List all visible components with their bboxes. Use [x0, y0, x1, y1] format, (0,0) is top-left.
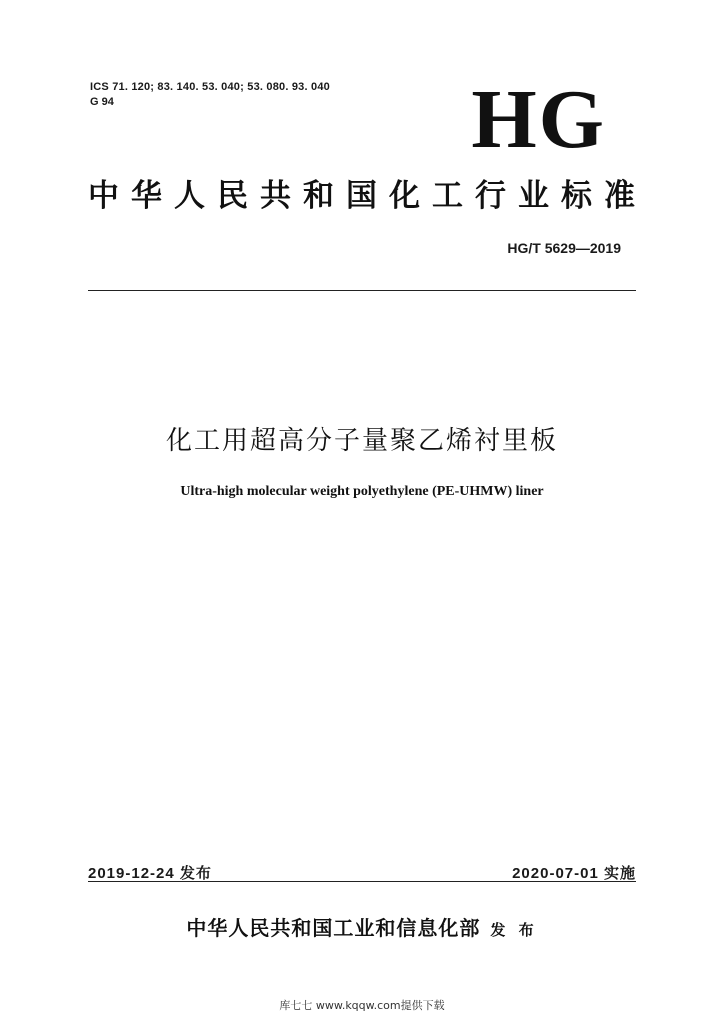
classification-code: G 94: [90, 96, 114, 108]
document-title-chinese: 化工用超高分子量聚乙烯衬里板: [165, 426, 558, 456]
publisher-line: [0, 912, 724, 941]
document-title-english: Ultra-high molecular weight polyethylene (PE-UHMW) liner: [180, 484, 544, 499]
ics-code: ICS 71. 120; 83. 140. 53. 040; 53. 080. 93. 040: [90, 81, 330, 93]
implementation-date: 2020-07-01 实施: [512, 865, 636, 882]
publisher-name: 中华人民共和国工业和信息化部: [186, 916, 481, 940]
bottom-divider: [88, 881, 636, 882]
download-watermark: 库七七 www.kqqw.com提供下载: [279, 999, 445, 1012]
hg-logo: HG: [471, 73, 606, 166]
standard-category-heading: 中华人民共和国化工行业标准: [88, 178, 636, 214]
top-divider: [88, 290, 636, 291]
standard-number: HG/T 5629—2019: [507, 240, 621, 256]
issue-date: 2019-12-24 发布: [88, 865, 212, 882]
publisher-suffix: 发 布: [490, 921, 538, 939]
